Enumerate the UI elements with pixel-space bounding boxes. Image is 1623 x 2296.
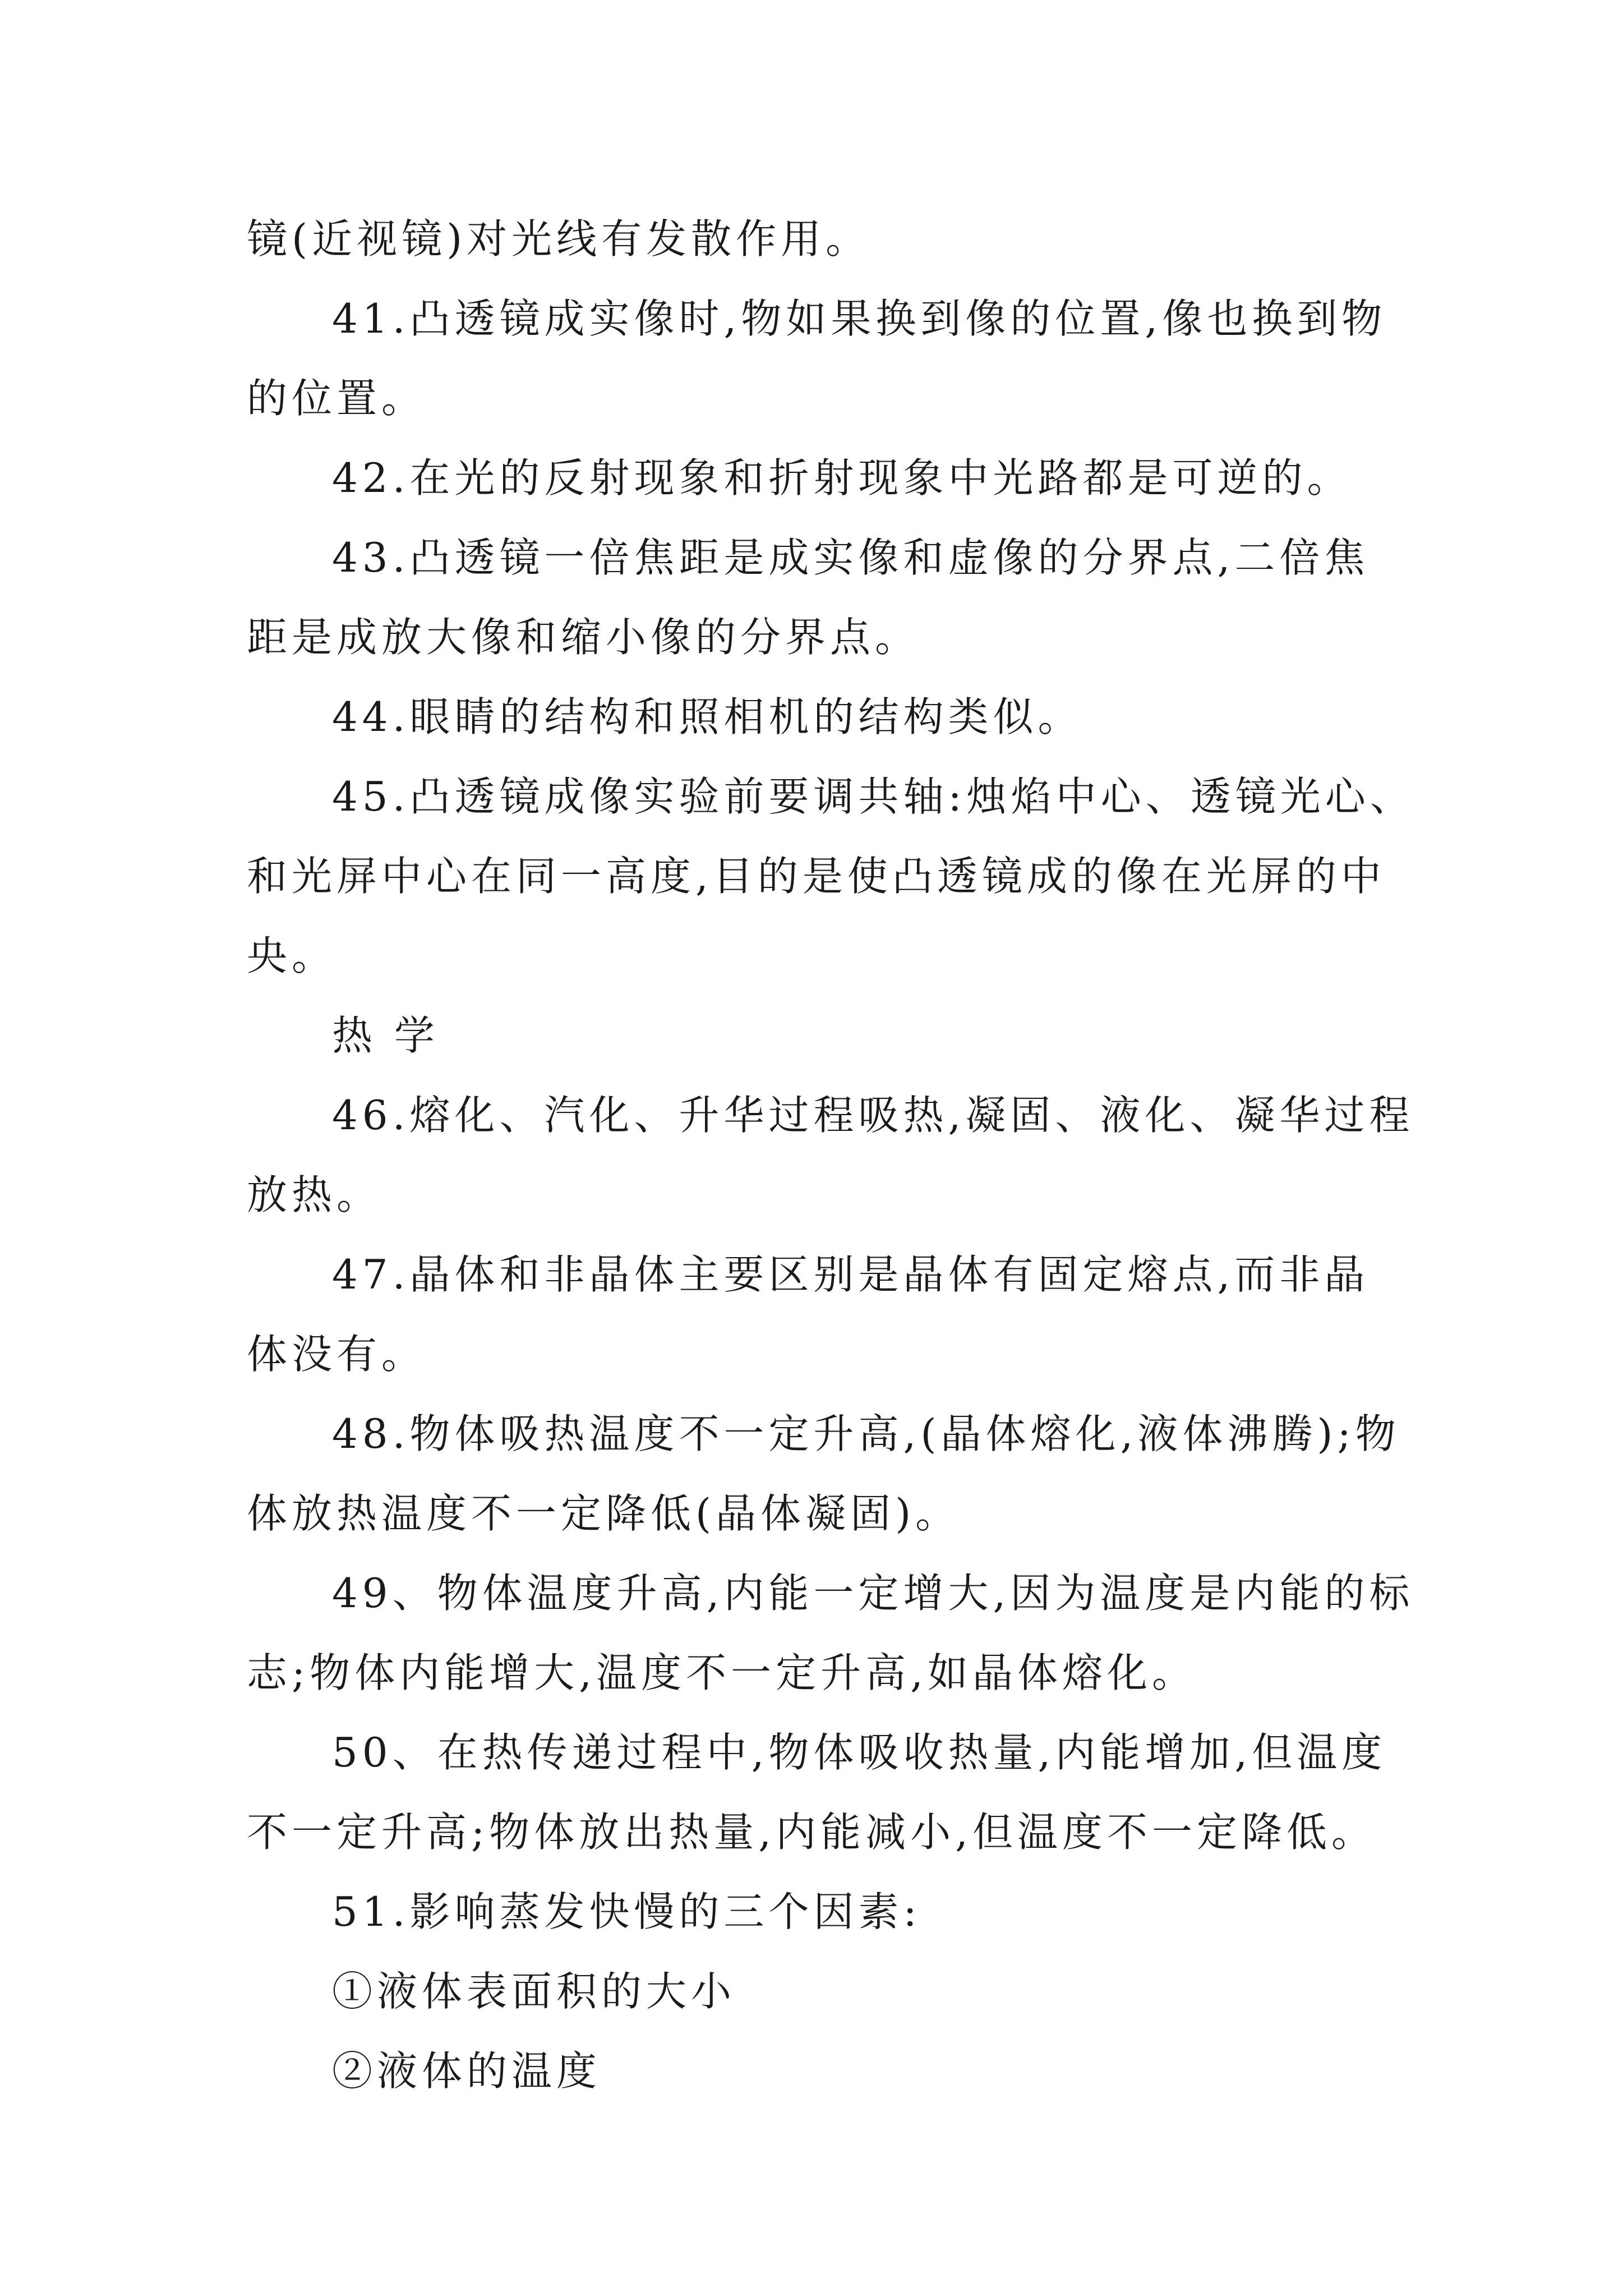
text-line: 51.影响蒸发快慢的三个因素: <box>332 1888 921 1935</box>
text-line: 央。 <box>247 932 337 979</box>
text-line: 42.在光的反射现象和折射现象中光路都是可逆的。 <box>332 454 1352 501</box>
text-line: 放热。 <box>247 1171 382 1218</box>
text-line: 45.凸透镜成像实验前要调共轴:烛焰中心、透镜光心、 <box>332 773 1415 820</box>
text-line: ①液体表面积的大小 <box>332 1968 736 2015</box>
text-line: 49、物体温度升高,内能一定增大,因为温度是内能的标 <box>332 1570 1414 1617</box>
text-line: 50、在热传递过程中,物体吸收热量,内能增加,但温度 <box>332 1729 1387 1776</box>
document-body <box>247 199 1415 2111</box>
text-line: ②液体的温度 <box>332 2047 602 2095</box>
text-line: 距是成放大像和缩小像的分界点。 <box>247 614 920 661</box>
text-line: 47.晶体和非晶体主要区别是晶体有固定熔点,而非晶 <box>332 1251 1370 1298</box>
text-line: 镜(近视镜)对光线有发散作用。 <box>247 215 871 263</box>
text-line: 不一定升高;物体放出热量,内能减小,但温度不一定降低。 <box>247 1809 1377 1856</box>
text-line: 48.物体吸热温度不一定升高,(晶体熔化,液体沸腾);物 <box>332 1410 1400 1457</box>
text-line: 热 学 <box>332 1012 439 1059</box>
text-line: 43.凸透镜一倍焦距是成实像和虚像的分界点,二倍焦 <box>332 534 1370 581</box>
text-line: 体放热温度不一定降低(晶体凝固)。 <box>247 1490 961 1537</box>
text-line: 44.眼睛的结构和照相机的结构类似。 <box>332 693 1083 740</box>
text-line: 46.熔化、汽化、升华过程吸热,凝固、液化、凝华过程 <box>332 1092 1414 1139</box>
text-line: 41.凸透镜成实像时,物如果换到像的位置,像也换到物 <box>332 295 1387 342</box>
text-line: 和光屏中心在同一高度,目的是使凸透镜成的像在光屏的中 <box>247 853 1386 900</box>
text-line: 体没有。 <box>247 1331 427 1378</box>
text-line: 的位置。 <box>247 375 427 422</box>
text-line: 志;物体内能增大,温度不一定升高,如晶体熔化。 <box>247 1649 1197 1696</box>
